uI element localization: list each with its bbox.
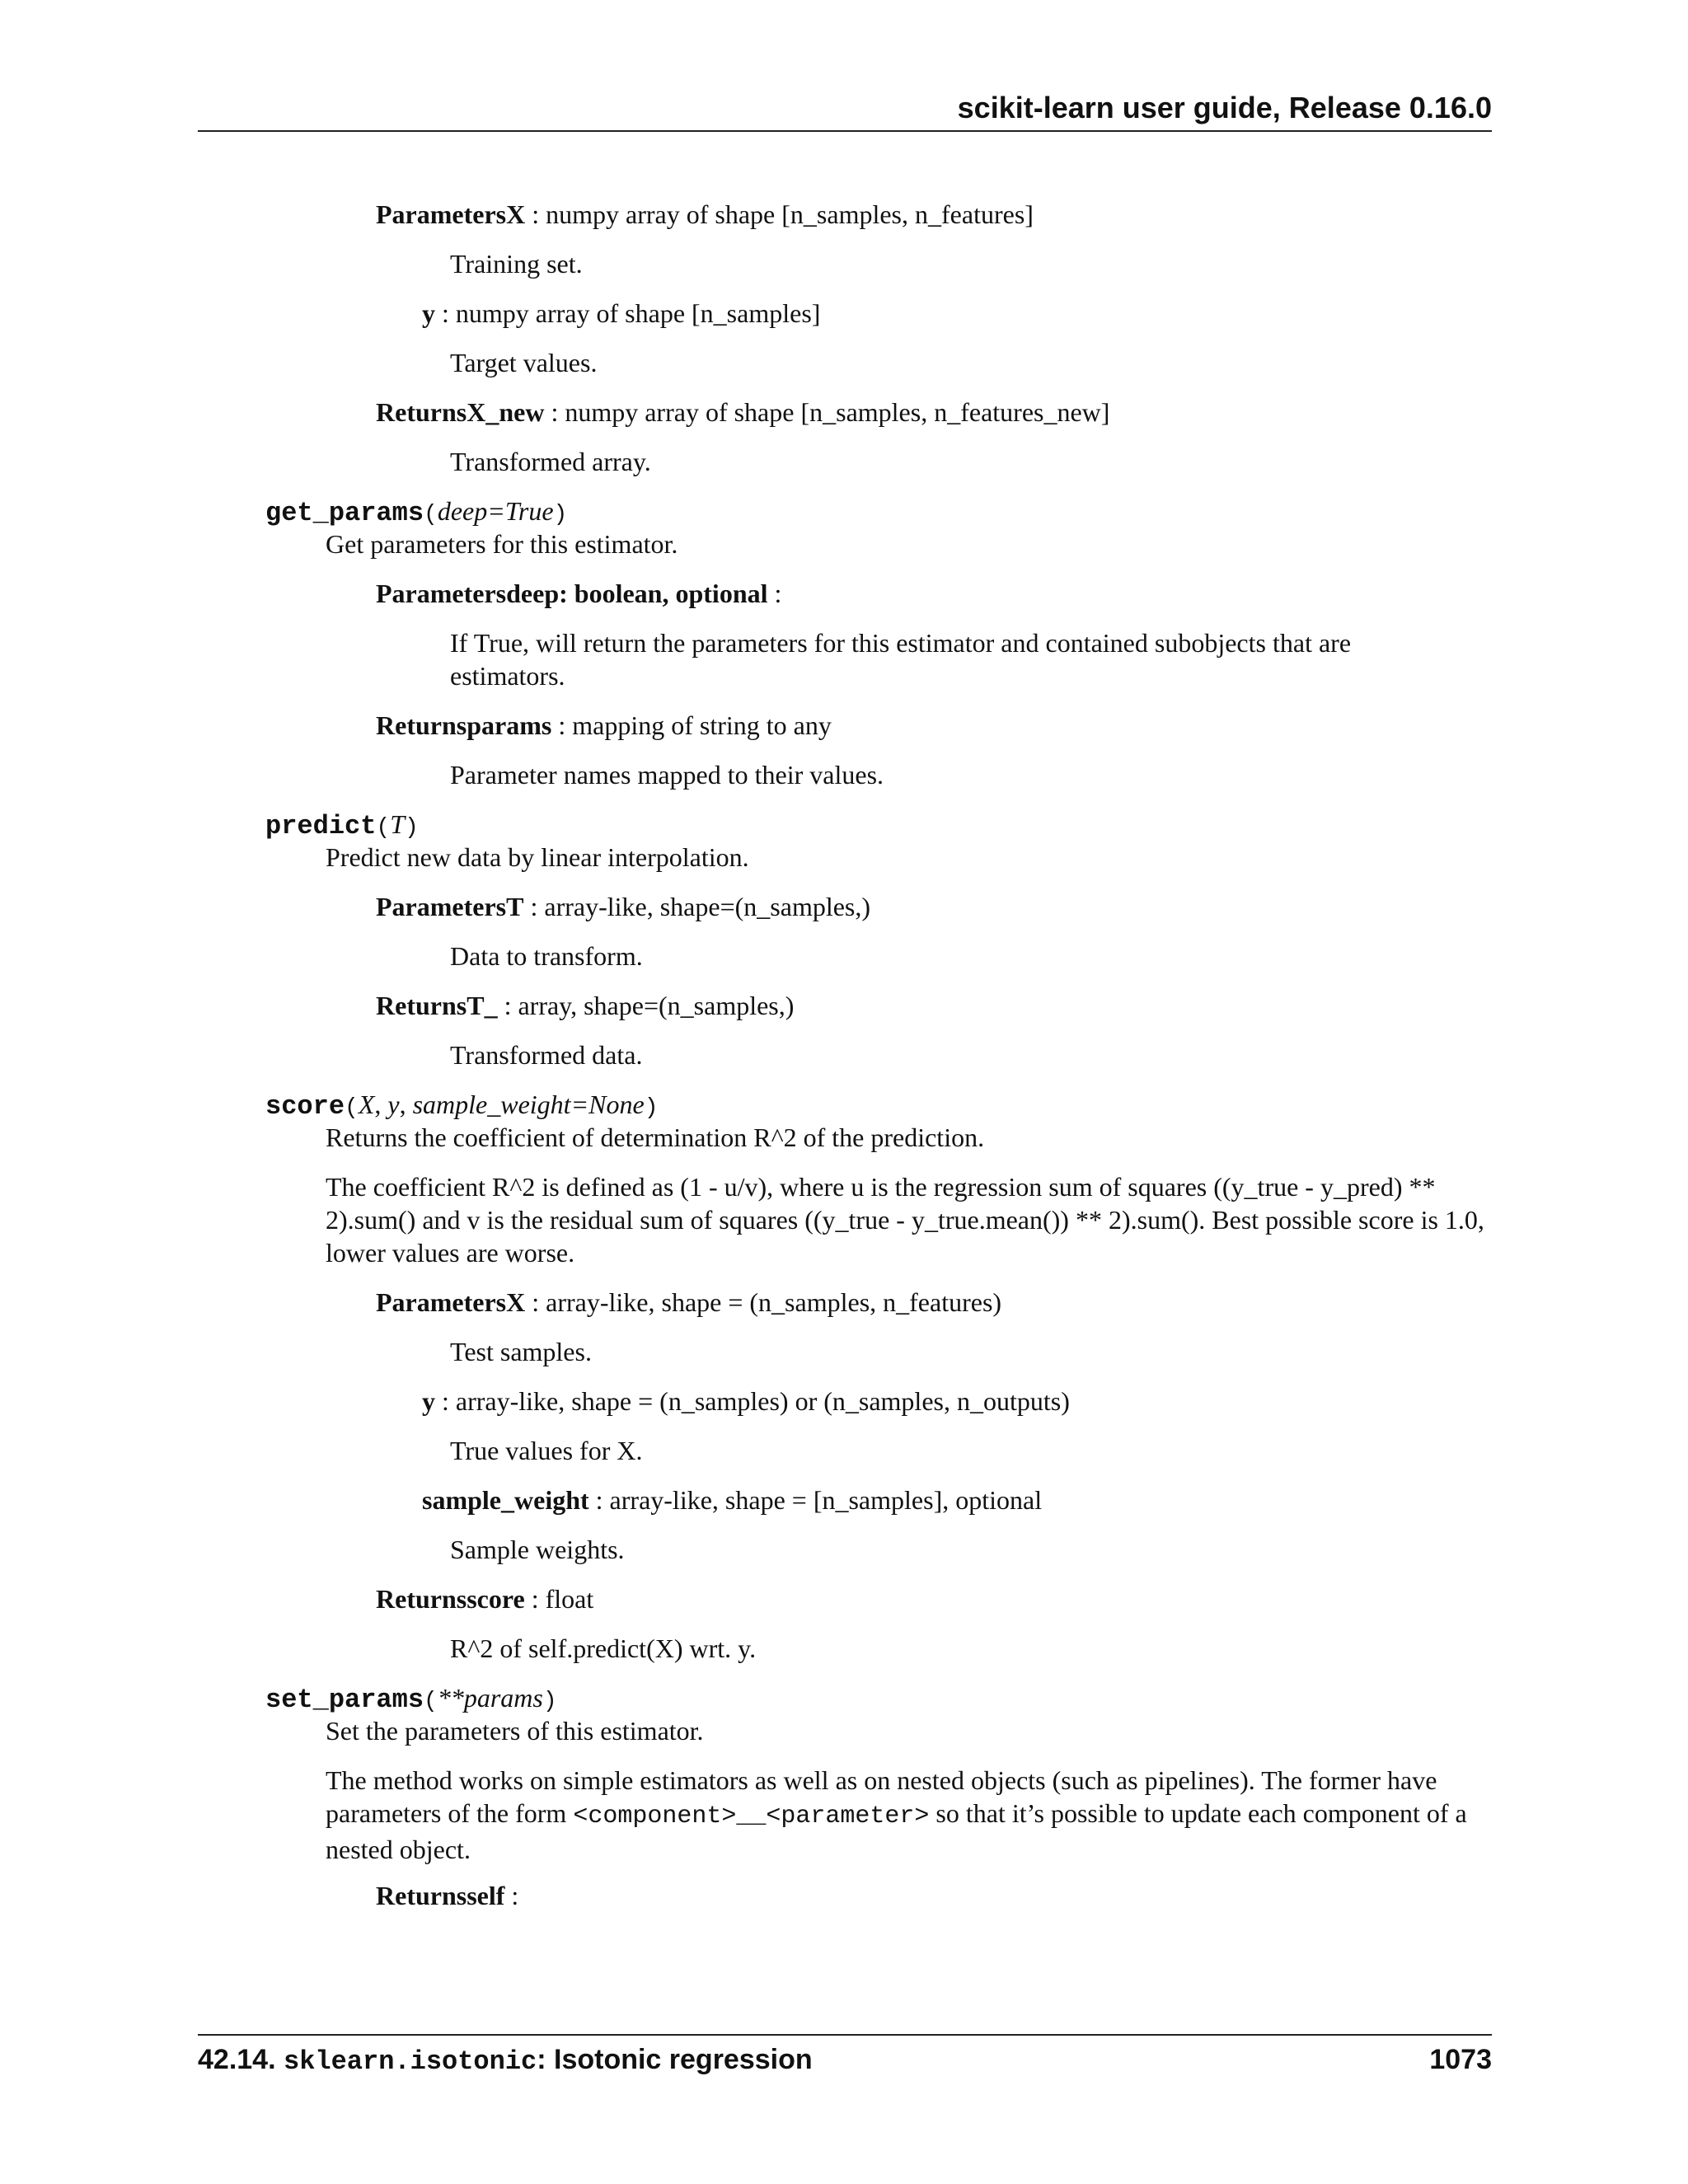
param-description: Target values. [450, 348, 598, 377]
param-label: y [422, 1386, 435, 1416]
returns-row: ReturnsX_new : numpy array of shape [n_samples, n_features_new] [376, 397, 1110, 427]
returns-description: Parameter names mapped to their values. [450, 760, 884, 790]
method-name: get_params [265, 498, 424, 528]
returns-label: Returnsself [376, 1881, 505, 1910]
param-type: array-like, shape = [n_samples], optional [609, 1485, 1043, 1515]
param-row: y : array-like, shape = (n_samples) or (n_samples, n_outputs) [422, 1386, 1070, 1416]
param-description: Data to transform. [450, 941, 643, 971]
returns-type: mapping of string to any [572, 710, 832, 740]
param-row: y : numpy array of shape [n_samples] [422, 298, 821, 328]
method-detail: The coefficient R^2 is defined as (1 - u/v), where u is the regression sum of squares ((y_true - y_pred) ** 2).sum() and v is the residual sum of squares ((y_true - y_true.mean()) ** 2).sum(). Best possible score is 1.0, lower values are worse. [326, 1172, 1484, 1268]
returns-row: Returnsparams : mapping of string to any [376, 710, 832, 740]
returns-type: array, shape=(n_samples,) [518, 991, 795, 1020]
method-arg-y: y [387, 1090, 400, 1119]
method-args: T [390, 809, 406, 839]
returns-row: ReturnsT_ : array, shape=(n_samples,) [376, 991, 795, 1020]
returns-row: Returnsscore : float [376, 1584, 594, 1614]
returns-label: ReturnsX_new [376, 397, 545, 427]
method-name: predict [265, 811, 377, 841]
param-label: y [422, 298, 435, 328]
returns-type: numpy array of shape [n_samples, n_features_new] [565, 397, 1110, 427]
page-number: 1073 [1429, 2044, 1492, 2075]
method-signature-set-params: set_params(**params) [265, 1683, 557, 1715]
param-type: array-like, shape = (n_samples, n_features) [546, 1287, 1002, 1317]
param-description: Test samples. [450, 1337, 592, 1366]
param-row: ParametersX : array-like, shape = (n_samples, n_features) [376, 1287, 1002, 1317]
detail-text: so that it’s possible to update each component of a nested object. [326, 1798, 1467, 1864]
method-signature-score: score(X, y, sample_weight=None) [265, 1090, 659, 1122]
param-row: Parametersdeep: boolean, optional : [376, 579, 782, 608]
param-label: ParametersX [376, 1287, 526, 1317]
method-name: set_params [265, 1685, 424, 1715]
param-row: ParametersT : array-like, shape=(n_samples,) [376, 892, 871, 921]
param-row: sample_weight : array-like, shape = [n_samples], optional [422, 1485, 1043, 1515]
method-name: score [265, 1091, 345, 1122]
footer-section [198, 2044, 813, 2077]
method-args: **params [437, 1683, 543, 1713]
method-summary: Get parameters for this estimator. [326, 529, 678, 559]
returns-description: Transformed array. [450, 447, 651, 476]
param-description: Sample weights. [450, 1535, 625, 1564]
method-detail [326, 1764, 1492, 1866]
param-label: ParametersX [376, 199, 526, 229]
param-label: sample_weight [422, 1485, 589, 1515]
section-title: : Isotonic regression [537, 2044, 813, 2075]
returns-description: R^2 of self.predict(X) wrt. y. [450, 1633, 757, 1663]
detail-text: The method works on simple estimators as well as on nested objects (such as pipelines). The former have parameters of the form [326, 1765, 1437, 1828]
footer-rule [198, 2034, 1492, 2036]
method-summary: Set the parameters of this estimator. [326, 1716, 704, 1746]
section-number: 42.14. [198, 2044, 276, 2075]
param-description: True values for X. [450, 1436, 643, 1465]
returns-label: Returnsparams [376, 710, 552, 740]
param-label: ParametersT [376, 892, 524, 921]
running-header: scikit-learn user guide, Release 0.16.0 [957, 91, 1492, 124]
param-type: numpy array of shape [n_samples, n_features] [546, 199, 1034, 229]
method-arg-x: X [358, 1090, 375, 1119]
module-name: sklearn.isotonic [283, 2046, 537, 2077]
method-arg-sample-weight: sample_weight=None [412, 1090, 645, 1119]
param-label: Parametersdeep: boolean, optional [376, 579, 768, 608]
method-signature-predict: predict(T) [265, 809, 419, 841]
param-type: numpy array of shape [n_samples] [455, 298, 821, 328]
returns-label: ReturnsT_ [376, 991, 498, 1020]
param-description: If True, will return the parameters for this estimator and contained subobjects that are estimators. [450, 628, 1352, 691]
method-summary: Predict new data by linear interpolation. [326, 842, 749, 872]
param-row: ParametersX : numpy array of shape [n_samples, n_features] [376, 199, 1034, 229]
returns-description: Transformed data. [450, 1040, 643, 1070]
param-type: array-like, shape=(n_samples,) [544, 892, 871, 921]
param-type: array-like, shape = (n_samples) or (n_samples, n_outputs) [455, 1386, 1070, 1416]
param-description: Training set. [450, 249, 583, 279]
returns-label: Returnsscore [376, 1584, 525, 1614]
inline-code: <component>__<parameter> [573, 1802, 930, 1830]
method-signature-get-params: get_params(deep=True) [265, 496, 568, 528]
method-summary: Returns the coefficient of determination R^2 of the prediction. [326, 1122, 985, 1152]
returns-row: Returnsself : [376, 1881, 519, 1910]
method-args: deep=True [437, 496, 554, 526]
returns-type: float [545, 1584, 594, 1614]
header-rule [198, 130, 1492, 132]
